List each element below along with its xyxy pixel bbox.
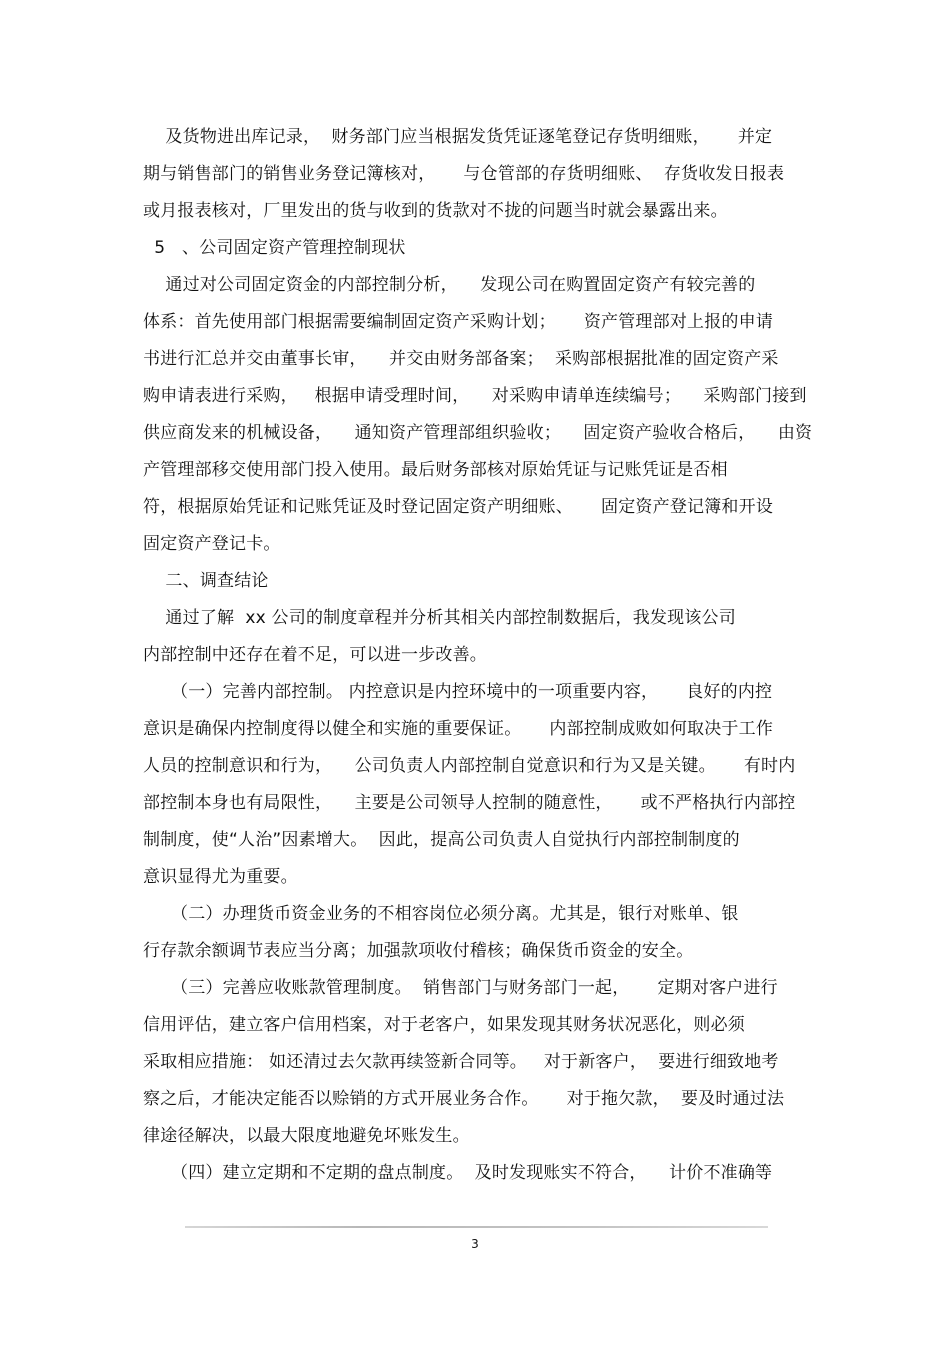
text-line: 制制度，使“人治”因素增大。 因此，提高公司负责人自觉执行内部控制制度的	[143, 830, 740, 850]
text-line: 固定资产登记卡。	[143, 534, 281, 554]
text-line: （四）建立定期和不定期的盘点制度。 及时发现账实不符合， 计价不准确等	[143, 1163, 773, 1183]
text-line: （一）完善内部控制。 内控意识是内控环境中的一项重要内容， 良好的内控	[143, 682, 773, 702]
text-line: 人员的控制意识和行为， 公司负责人内部控制自觉意识和行为又是关键。 有时内	[143, 756, 796, 776]
text-line: 部控制本身也有局限性， 主要是公司领导人控制的随意性， 或不严格执行内部控	[143, 793, 796, 813]
text-line: 律途径解决，以最大限度地避免坏账发生。	[143, 1126, 470, 1146]
text-line: 内部控制中还存在着不足，可以进一步改善。	[143, 645, 487, 665]
text-line: 察之后，才能决定能否以赊销的方式开展业务合作。 对于拖欠款， 要及时通过法	[143, 1089, 785, 1109]
text-line: 期与销售部门的销售业务登记簿核对， 与仓管部的存货明细账、 存货收发日报表	[143, 164, 785, 184]
text-line: 及货物进出库记录， 财务部门应当根据发货凭证逐笔登记存货明细账， 并定	[143, 127, 773, 147]
text-line: 产管理部移交使用部门投入使用。最后财务部核对原始凭证与记账凭证是否相	[143, 460, 728, 480]
text-line: 或月报表核对，厂里发出的货与收到的货款对不拢的问题当时就会暴露出来。	[143, 201, 728, 221]
page-number: 3	[471, 1237, 479, 1251]
text-line: 通过了解 xx 公司的制度章程并分析其相关内部控制数据后，我发现该公司	[143, 608, 736, 628]
text-line: 意识是确保内控制度得以健全和实施的重要保证。 内部控制成败如何取决于工作	[143, 719, 774, 739]
text-line: 通过对公司固定资金的内部控制分析， 发现公司在购置固定资产有较完善的	[143, 275, 756, 295]
text-line: 行存款余额调节表应当分离；加强款项收付稽核；确保货币资金的安全。	[143, 941, 694, 961]
text-line: 信用评估，建立客户信用档案，对于老客户，如果发现其财务状况恶化，则必须	[143, 1015, 745, 1035]
text-line: （二）办理货币资金业务的不相容岗位必须分离。尤其是，银行对账单、银	[143, 904, 739, 924]
text-line: 符，根据原始凭证和记账凭证及时登记固定资产明细账、 固定资产登记簿和开设	[143, 497, 774, 517]
section-heading: 二、调查结论	[143, 571, 269, 591]
text-line: 购申请表进行采购， 根据申请受理时间， 对采购申请单连续编号； 采购部门接到	[143, 386, 807, 406]
text-line: 采取相应措施： 如还清过去欠款再续签新合同等。 对于新客户， 要进行细致地考	[143, 1052, 779, 1072]
footer-divider	[185, 1226, 768, 1228]
text-line: 书进行汇总并交由董事长审， 并交由财务部备案； 采购部根据批准的固定资产采	[143, 349, 779, 369]
text-line: （三）完善应收账款管理制度。 销售部门与财务部门一起， 定期对客户进行	[143, 978, 778, 998]
section-heading: 5 、公司固定资产管理控制现状	[143, 238, 406, 258]
text-line: 体系：首先使用部门根据需要编制固定资产采购计划； 资产管理部对上报的申请	[143, 312, 774, 332]
text-line: 意识显得尤为重要。	[143, 867, 298, 887]
text-line: 供应商发来的机械设备， 通知资产管理部组织验收； 固定资产验收合格后， 由资	[143, 423, 813, 443]
